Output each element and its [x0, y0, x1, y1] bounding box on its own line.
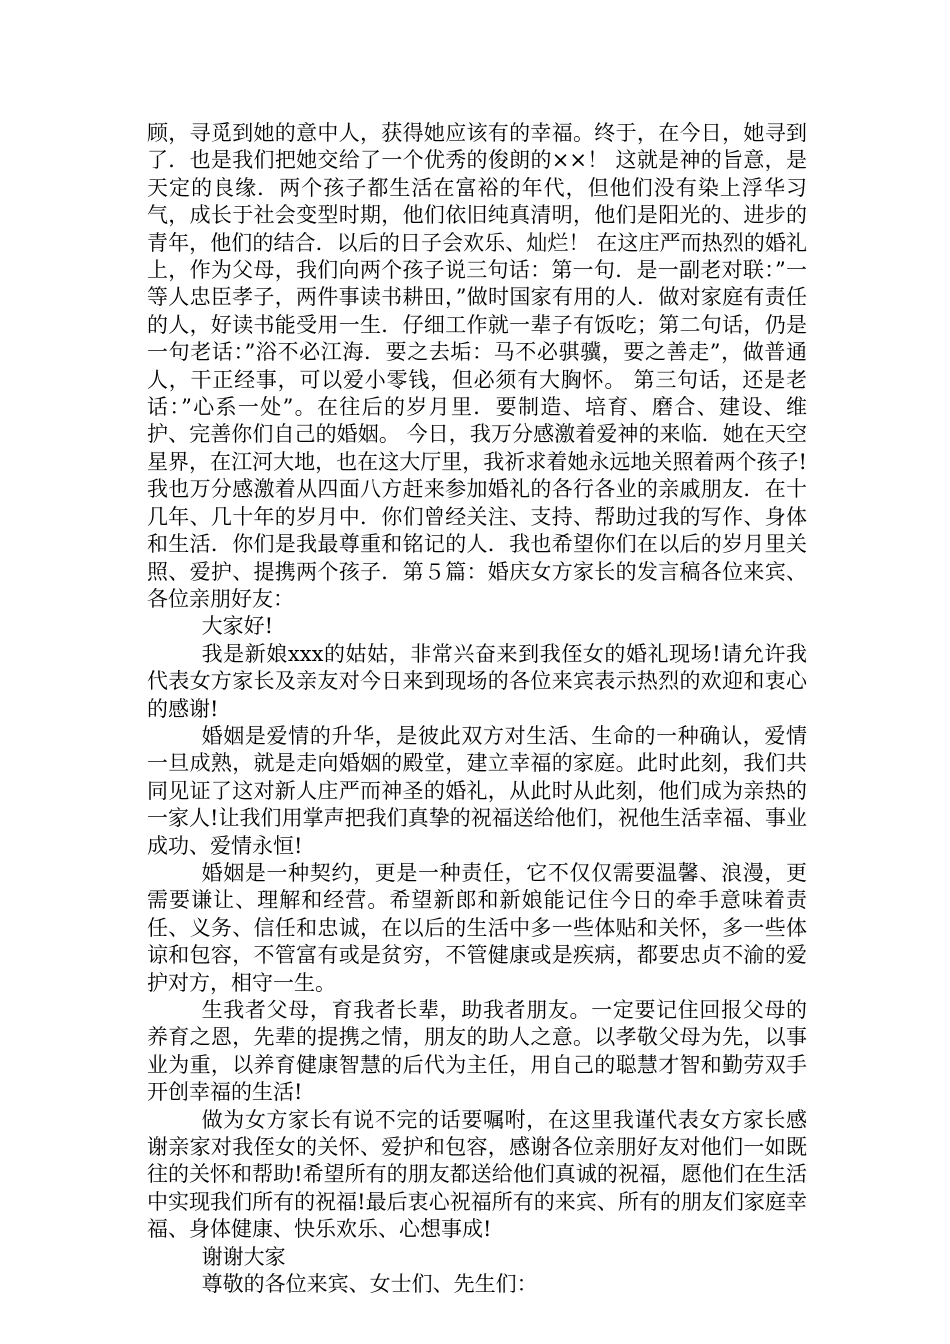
paragraph-marriage-contract: 婚姻是一种契约，更是一种责任，它不仅仅需要温馨、浪漫，更需要谦让、理解和经营。希望新郎和新娘能记住今日的牵手意味着责任、义务、信任和忠诚，在以后的生活中多一些体贴和关怀，多一些体谅和包容，不管富有或是贫穷，不管健康或是疾病，都要忠贞不渝的爱护对方，相守一生。: [147, 860, 807, 995]
paragraph-salutation: 尊敬的各位来宾、女士们、先生们：: [201, 1272, 538, 1297]
document-body: [147, 120, 807, 1298]
paragraph-continuation: 顾，寻觅到她的意中人，获得她应该有的幸福。终于，在今日，她寻到了．也是我们把她交给了一个优秀的俊朗的××！ 这就是神的旨意，是天定的良缘．两个孩子都生活在富裕的年代，但他们没有染上浮华习气，成长于社会变型时期，他们依旧纯真清明，他们是阳光的、进步的青年，他们的结合．以后的日子会欢乐、灿烂！ 在这庄严而热烈的婚礼上，作为父母，我们向两个孩子说三句话：第一句．是一副老对联：”一等人忠臣孝子，两件事读书耕田，”做时国家有用的人．做对家庭有责任的人，好读书能受用一生．仔细工作就一辈子有饭吃；第二句话，仍是一句老话：”浴不必江海．要之去垢：马不必骐骥，要之善走”，做普通人，干正经事，可以爱小零钱，但必须有大胸怀。 第三句话，还是老话：”心系一处”。在往后的岁月里．要制造、培育、磨合、建设、维护、完善你们自己的婚姻。 今日，我万分感激着爱神的来临．她在天空星界，在江河大地，也在这大厅里，我祈求着她永远地关照着两个孩子!我也万分感激着从四面八方赶来参加婚礼的各行各业的亲戚朋友．在十几年、几十年的岁月中．你们曾经关注、支持、帮助过我的写作、身体和生活．你们是我最尊重和铭记的人．我也希望你们在以后的岁月里关照、爱护、提携两个孩子．第５篇：婚庆女方家长的发言稿各位来宾、各位亲朋好友：: [147, 121, 807, 611]
paragraph-marriage-sublimation: 婚姻是爱情的升华，是彼此双方对生活、生命的一种确认，爱情一旦成熟，就是走向婚姻的殿堂，建立幸福的家庭。此时此刻，我们共同见证了这对新人庄严而神圣的婚礼，从此时从此刻，他们成为亲热的一家人!让我们用掌声把我们真挚的祝福送给他们，祝他生活幸福、事业成功、爱情永恒!: [147, 723, 807, 858]
paragraph-introduction: 我是新娘xxx的姑姑，非常兴奋来到我侄女的婚礼现场!请允许我代表女方家长及亲友对今日来到现场的各位来宾表示热烈的欢迎和衷心的感谢!: [147, 641, 807, 721]
paragraph-gratitude: 做为女方家长有说不完的话要嘱咐，在这里我谨代表女方家长感谢亲家对我侄女的关怀、爱护和包容，感谢各位亲朋好友对他们一如既往的关怀和帮助!希望所有的朋友都送给他们真诚的祝福，愿他们在生活中实现我们所有的祝福!最后衷心祝福所有的来宾、所有的朋友们家庭幸福、身体健康、快乐欢乐、心想事成!: [147, 1107, 807, 1242]
paragraph-greeting: 大家好!: [201, 614, 274, 639]
paragraph-thanks: 谢谢大家: [201, 1244, 286, 1269]
paragraph-parents-elders-friends: 生我者父母，育我者长辈，助我者朋友。一定要记住回报父母的养育之恩，先辈的提携之情，朋友的助人之意。以孝敬父母为先，以事业为重，以养育健康智慧的后代为主任，用自己的聪慧才智和勤劳双手开创幸福的生活!: [147, 998, 807, 1105]
